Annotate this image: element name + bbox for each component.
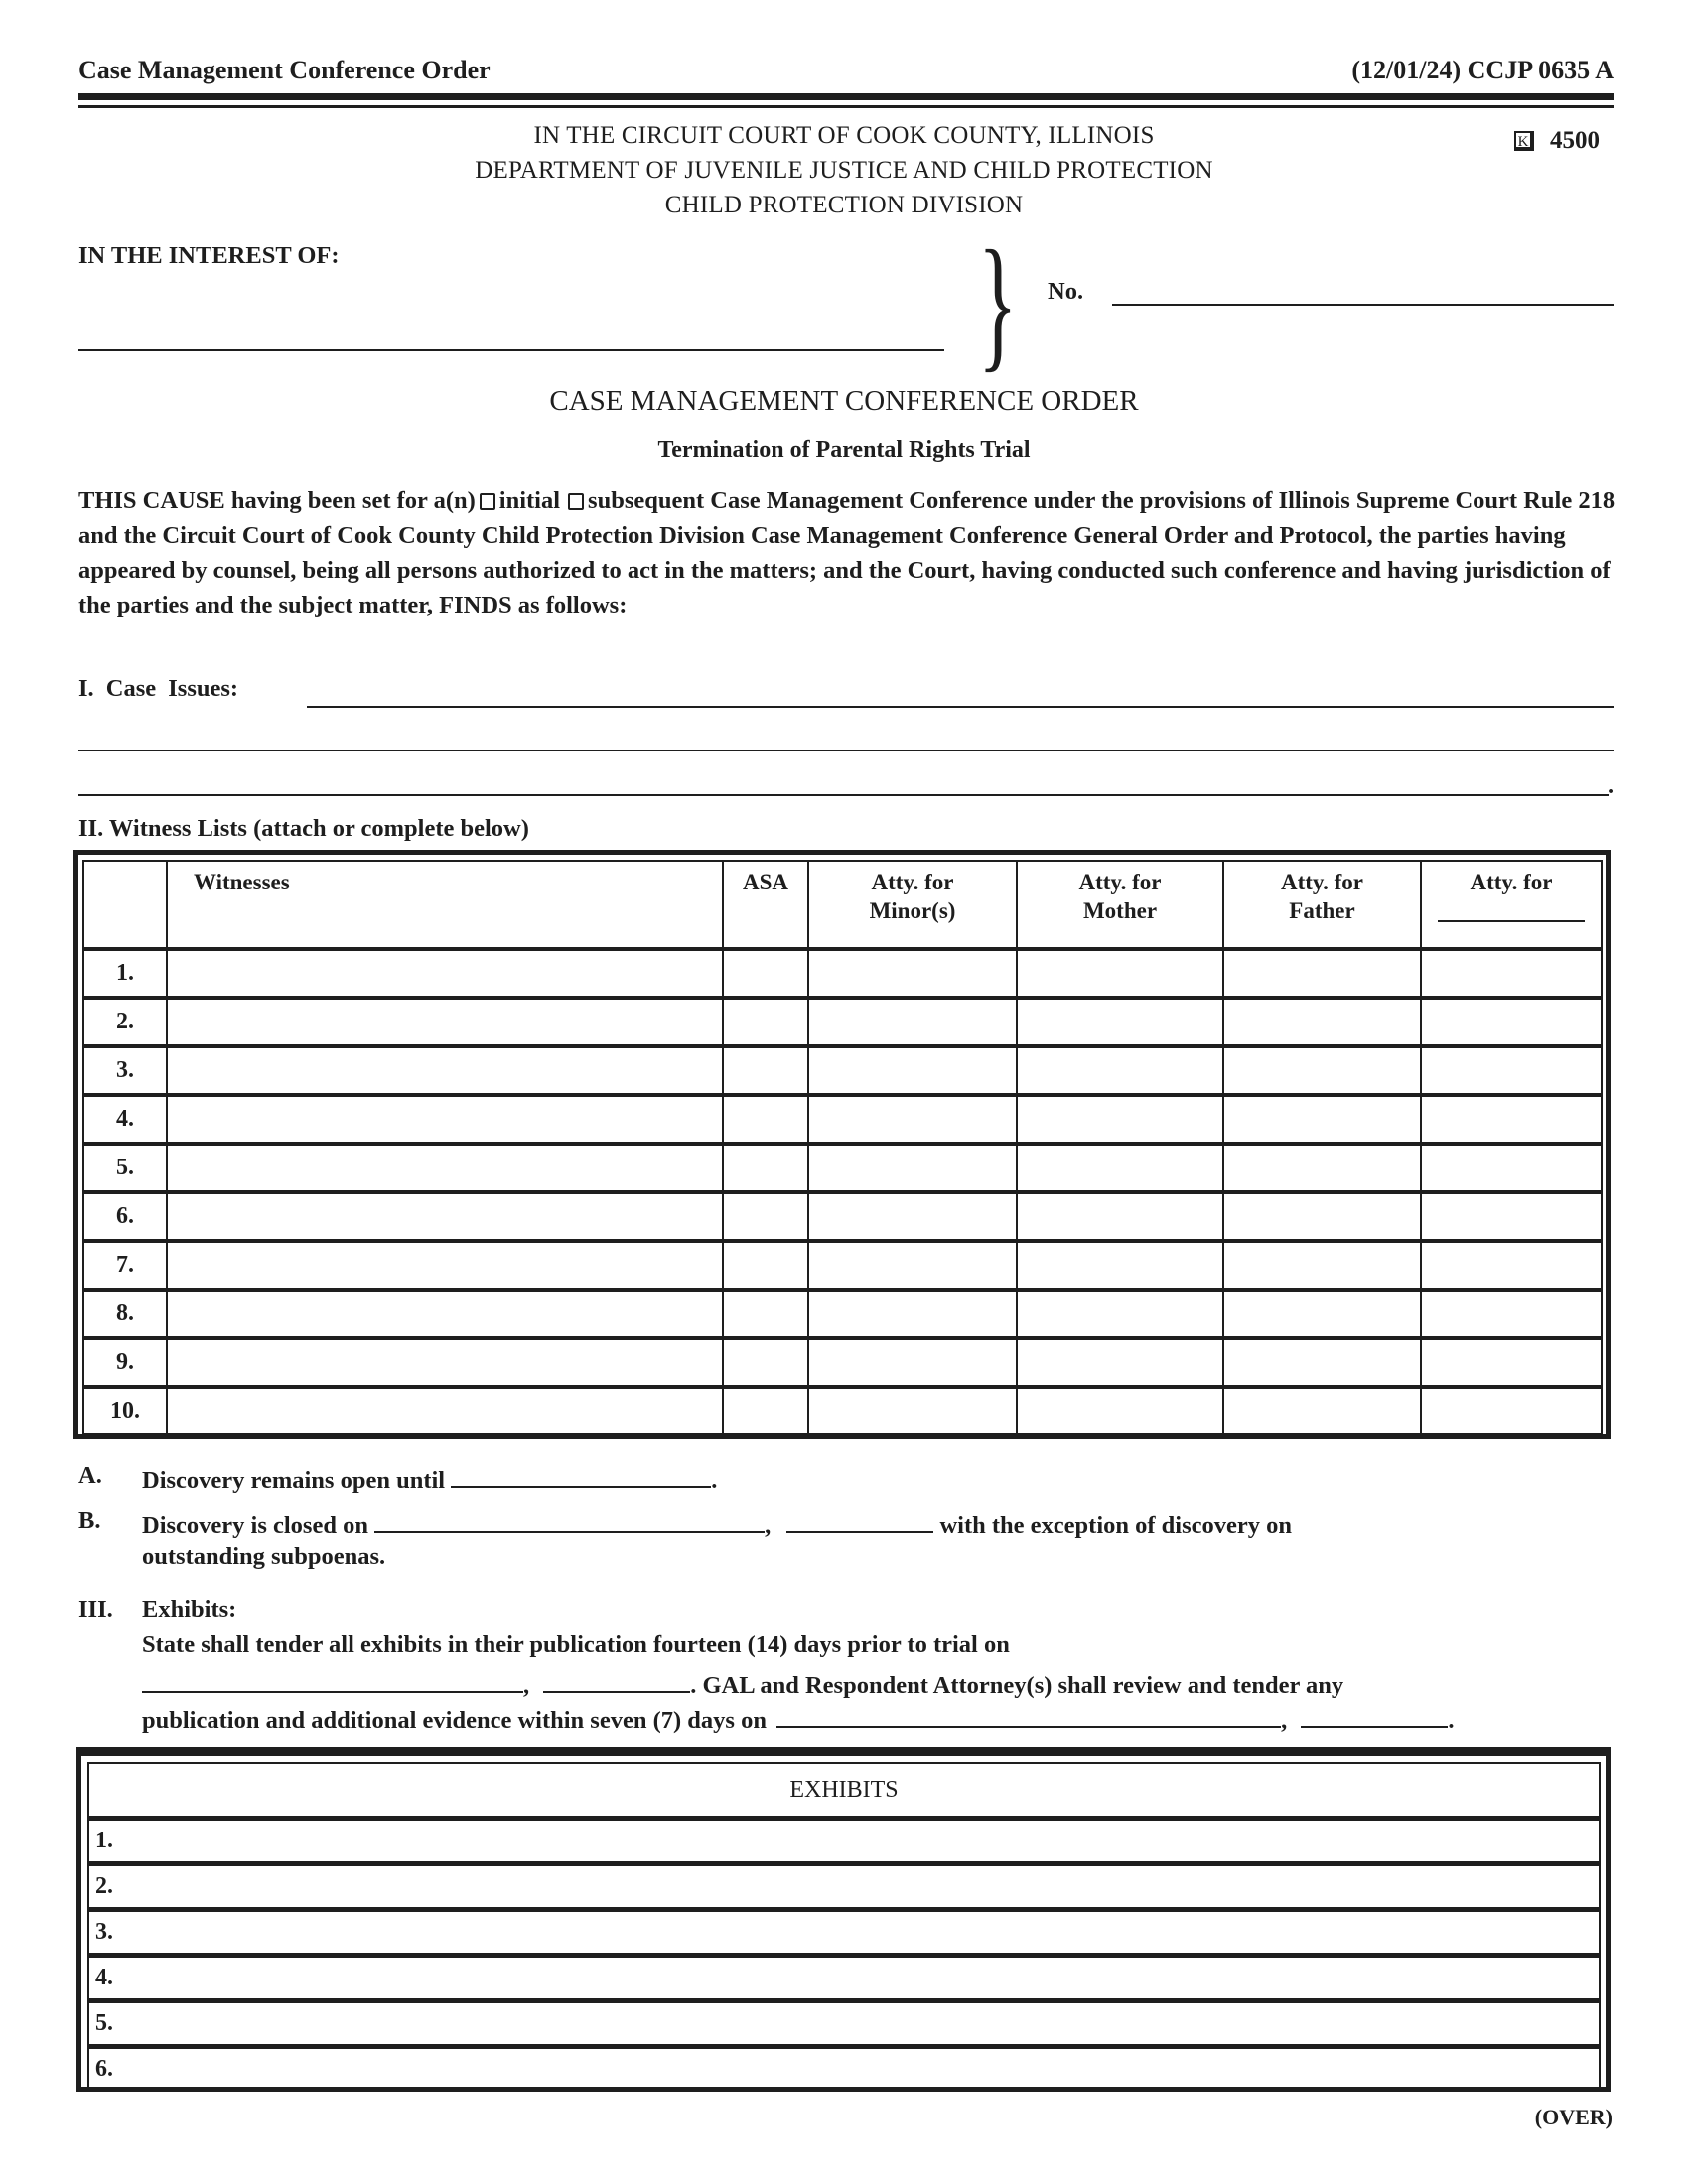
intro-paragraph	[78, 483, 1627, 622]
case-issues-label: I. Case Issues:	[78, 675, 239, 702]
witness-row	[83, 1046, 1602, 1095]
atty-other-party-field[interactable]	[1438, 910, 1585, 922]
asa-cell[interactable]	[723, 1192, 808, 1241]
atty-other-cell[interactable]	[1421, 1338, 1602, 1387]
witness-row	[83, 1387, 1602, 1434]
atty-father-cell[interactable]	[1223, 1095, 1421, 1144]
state-tender-date-field[interactable]	[142, 1667, 523, 1693]
case-number-label: No.	[1048, 278, 1084, 305]
atty-minor-cell[interactable]	[808, 1241, 1017, 1290]
division-line: CHILD PROTECTION DIVISION	[664, 192, 1024, 218]
initial-checkbox[interactable]	[480, 493, 495, 510]
subsequent-checkbox[interactable]	[568, 493, 584, 510]
witness-row-number: 8.	[83, 1290, 167, 1338]
witness-name-cell[interactable]	[167, 998, 723, 1046]
respondent-tender-year-field[interactable]	[1301, 1703, 1448, 1728]
witness-row-number: 2.	[83, 998, 167, 1046]
atty-mother-cell[interactable]	[1017, 1387, 1223, 1434]
discovery-b-comma: ,	[765, 1512, 772, 1539]
atty-father-cell[interactable]	[1223, 949, 1421, 998]
exhibits-section-number: III.	[78, 1596, 113, 1623]
exhibits-line-2	[142, 1667, 1343, 1700]
atty-father-cell[interactable]	[1223, 998, 1421, 1046]
case-issues-period: .	[1608, 772, 1615, 799]
witness-row	[83, 1144, 1602, 1192]
witness-row-number: 6.	[83, 1192, 167, 1241]
atty-mother-cell[interactable]	[1017, 1338, 1223, 1387]
atty-other-cell[interactable]	[1421, 1387, 1602, 1434]
case-issues-line-2[interactable]	[78, 750, 1614, 751]
atty-mother-cell[interactable]	[1017, 998, 1223, 1046]
witness-row-number: 4.	[83, 1095, 167, 1144]
header-rule-thin	[78, 105, 1614, 108]
exhibit-row[interactable]	[88, 2047, 1600, 2091]
witness-row	[83, 1290, 1602, 1338]
state-tender-year-field[interactable]	[543, 1667, 690, 1693]
atty-mother-cell[interactable]	[1017, 1095, 1223, 1144]
discovery-b-after: with the exception of discovery on	[939, 1512, 1293, 1539]
witness-row	[83, 1241, 1602, 1290]
exhibit-row-number: 2.	[88, 1864, 1600, 1910]
atty-father-cell[interactable]	[1223, 1290, 1421, 1338]
witness-row-number: 3.	[83, 1046, 167, 1095]
form-code: (12/01/24) CCJP 0635 A	[1351, 56, 1614, 84]
atty-other-header: Atty. for	[1421, 861, 1602, 949]
exhibits-text-1: State shall tender all exhibits in their publication fourteen (14) days prior to trial on	[142, 1631, 1010, 1658]
discovery-b-text: Discovery is closed on	[142, 1512, 368, 1539]
brace-icon: }	[978, 220, 1018, 385]
case-number-field[interactable]	[1112, 304, 1614, 306]
discovery-a	[142, 1462, 717, 1495]
witness-row	[83, 1338, 1602, 1387]
atty-father-header: Atty. for Father	[1223, 861, 1421, 949]
exhibits-period: .	[1448, 1707, 1455, 1734]
exhibits-text-3: publication and additional evidence within seven (7) days on	[142, 1707, 767, 1734]
atty-other-cell[interactable]	[1421, 1241, 1602, 1290]
exhibits-comma-2: ,	[1281, 1707, 1288, 1734]
asa-cell[interactable]	[723, 1046, 808, 1095]
interest-of-field[interactable]	[78, 349, 944, 351]
atty-mother-cell[interactable]	[1017, 1144, 1223, 1192]
atty-minor-cell[interactable]	[808, 949, 1017, 998]
discovery-closed-date-field[interactable]	[374, 1507, 765, 1533]
atty-minor-cell[interactable]	[808, 1338, 1017, 1387]
department-line: DEPARTMENT OF JUVENILE JUSTICE AND CHILD PROTECTION	[475, 157, 1213, 184]
witness-table-header	[83, 861, 1602, 949]
checked-box-icon[interactable]: K	[1514, 131, 1534, 151]
row-number-header	[83, 861, 167, 949]
exhibits-section-label: Exhibits:	[142, 1596, 237, 1623]
exhibit-row[interactable]	[88, 1819, 1600, 1864]
exhibit-row-number: 4.	[88, 1956, 1600, 2001]
atty-other-cell[interactable]	[1421, 1046, 1602, 1095]
witness-name-cell[interactable]	[167, 1046, 723, 1095]
discovery-a-text: Discovery remains open until	[142, 1467, 446, 1494]
document-title: CASE MANAGEMENT CONFERENCE ORDER	[549, 385, 1139, 417]
witness-row-number: 9.	[83, 1338, 167, 1387]
exhibit-row-number: 3.	[88, 1910, 1600, 1956]
court-code	[1514, 127, 1600, 155]
atty-other-cell[interactable]	[1421, 998, 1602, 1046]
asa-cell[interactable]	[723, 1387, 808, 1434]
witness-name-cell[interactable]	[167, 949, 723, 998]
discovery-a-period: .	[711, 1467, 718, 1494]
atty-father-cell[interactable]	[1223, 1192, 1421, 1241]
header-rule-thick	[78, 93, 1614, 100]
asa-cell[interactable]	[723, 998, 808, 1046]
atty-father-cell[interactable]	[1223, 1046, 1421, 1095]
atty-minor-cell[interactable]	[808, 1192, 1017, 1241]
exhibits-line-3	[142, 1703, 1454, 1735]
initial-option-label: initial	[498, 487, 561, 514]
witness-row-number: 10.	[83, 1387, 167, 1434]
document-subtitle: Termination of Parental Rights Trial	[657, 437, 1031, 463]
witness-lists-label: II. Witness Lists (attach or complete below)	[78, 815, 529, 842]
witness-row-number: 5.	[83, 1144, 167, 1192]
atty-mother-cell[interactable]	[1017, 949, 1223, 998]
atty-minor-cell[interactable]	[808, 1144, 1017, 1192]
exhibit-row[interactable]	[88, 1956, 1600, 2001]
atty-minor-cell[interactable]	[808, 1387, 1017, 1434]
atty-father-cell[interactable]	[1223, 1144, 1421, 1192]
witness-name-cell[interactable]	[167, 1290, 723, 1338]
atty-mother-cell[interactable]	[1017, 1192, 1223, 1241]
discovery-b-line2: outstanding subpoenas.	[142, 1543, 386, 1570]
atty-other-cell[interactable]	[1421, 949, 1602, 998]
exhibit-row[interactable]	[88, 1910, 1600, 1956]
discovery-open-until-field[interactable]	[451, 1462, 711, 1488]
atty-mother-cell[interactable]	[1017, 1290, 1223, 1338]
asa-cell[interactable]	[723, 1290, 808, 1338]
exhibits-table-title: EXHIBITS	[88, 1763, 1600, 1819]
atty-father-cell[interactable]	[1223, 1338, 1421, 1387]
exhibits-table	[87, 1762, 1601, 2090]
exhibit-row-number: 6.	[88, 2047, 1600, 2091]
witness-row	[83, 1095, 1602, 1144]
asa-header: ASA	[723, 861, 808, 949]
exhibit-row[interactable]	[88, 2001, 1600, 2047]
asa-cell[interactable]	[723, 1241, 808, 1290]
asa-cell[interactable]	[723, 1095, 808, 1144]
interest-of-label: IN THE INTEREST OF:	[78, 242, 340, 269]
witness-table	[82, 860, 1603, 1435]
atty-other-cell[interactable]	[1421, 1290, 1602, 1338]
asa-cell[interactable]	[723, 949, 808, 998]
atty-other-cell[interactable]	[1421, 1095, 1602, 1144]
court-name-line: IN THE CIRCUIT COURT OF COOK COUNTY, ILLINOIS	[533, 122, 1155, 149]
atty-mother-header: Atty. for Mother	[1017, 861, 1223, 949]
form-title: Case Management Conference Order	[78, 56, 491, 84]
exhibit-row-number: 1.	[88, 1819, 1600, 1864]
witness-name-cell[interactable]	[167, 1192, 723, 1241]
exhibit-row[interactable]	[88, 1864, 1600, 1910]
over-indicator: (OVER)	[1534, 2105, 1613, 2129]
witness-name-cell[interactable]	[167, 1095, 723, 1144]
atty-minor-cell[interactable]	[808, 1046, 1017, 1095]
respondent-tender-date-field[interactable]	[776, 1703, 1281, 1728]
witness-name-cell[interactable]	[167, 1338, 723, 1387]
discovery-closed-year-field[interactable]	[786, 1507, 933, 1533]
case-issues-line-1[interactable]	[307, 706, 1614, 708]
witness-name-cell[interactable]	[167, 1387, 723, 1434]
witness-row	[83, 1192, 1602, 1241]
witness-row-number: 7.	[83, 1241, 167, 1290]
atty-mother-cell[interactable]	[1017, 1241, 1223, 1290]
case-issues-line-3[interactable]	[78, 794, 1609, 796]
atty-minor-cell[interactable]	[808, 1095, 1017, 1144]
atty-other-cell[interactable]	[1421, 1192, 1602, 1241]
atty-other-cell[interactable]	[1421, 1144, 1602, 1192]
intro-text-start: THIS CAUSE having been set for a(n)	[78, 487, 476, 514]
exhibits-comma: ,	[523, 1672, 530, 1699]
witnesses-header: Witnesses	[167, 861, 723, 949]
atty-mother-cell[interactable]	[1017, 1046, 1223, 1095]
atty-minor-cell[interactable]	[808, 1290, 1017, 1338]
witness-row	[83, 998, 1602, 1046]
discovery-b	[142, 1507, 1292, 1540]
intro-text-rest: Case Management Conference under the provisions of Illinois Supreme Court Rule 218 and the Circuit Court of Cook County Child Protection Division Case Management Conference General Order and Protocol, the parties having appeared by counsel, being all persons authorized to act in the matters; and the Court, having conducted such conference and having jurisdiction of the parties and the subject matter, FINDS as follows:	[78, 487, 1616, 618]
witness-name-cell[interactable]	[167, 1241, 723, 1290]
witness-row	[83, 949, 1602, 998]
court-code-number: 4500	[1550, 127, 1600, 154]
exhibits-text-2: . GAL and Respondent Attorney(s) shall review and tender any	[690, 1672, 1344, 1699]
witness-name-cell[interactable]	[167, 1144, 723, 1192]
witness-row-number: 1.	[83, 949, 167, 998]
exhibit-row-number: 5.	[88, 2001, 1600, 2047]
atty-father-cell[interactable]	[1223, 1387, 1421, 1434]
atty-minor-header: Atty. for Minor(s)	[808, 861, 1017, 949]
subsequent-option-label: subsequent	[588, 487, 705, 514]
discovery-a-letter: A.	[78, 1462, 102, 1489]
discovery-b-letter: B.	[78, 1507, 101, 1534]
atty-minor-cell[interactable]	[808, 998, 1017, 1046]
asa-cell[interactable]	[723, 1338, 808, 1387]
asa-cell[interactable]	[723, 1144, 808, 1192]
atty-father-cell[interactable]	[1223, 1241, 1421, 1290]
